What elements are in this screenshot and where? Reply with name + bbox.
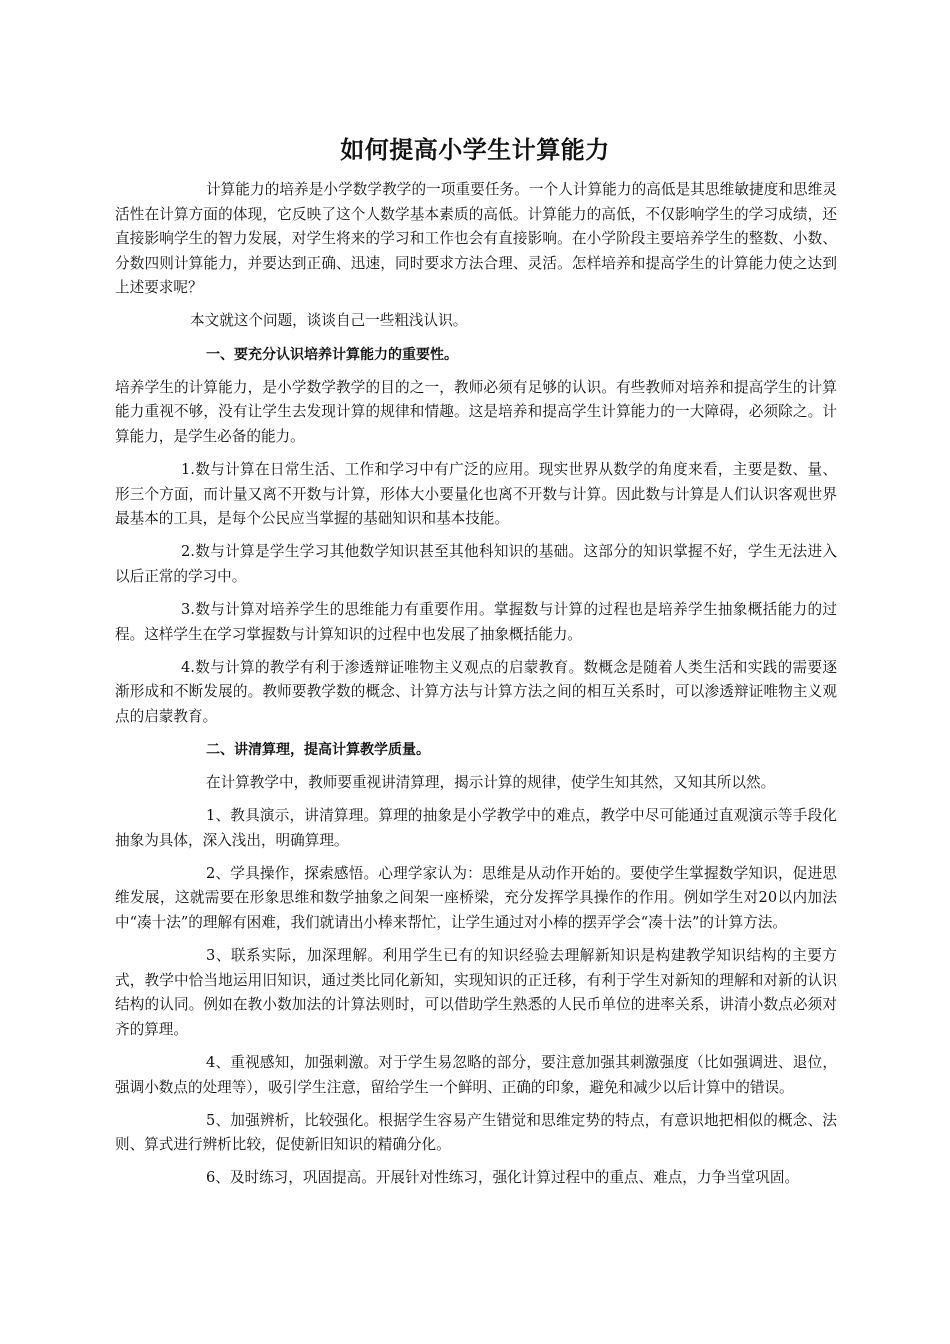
paragraph-section-2-intro: 在计算教学中，教师要重视讲清算理，揭示计算的规律，使学生知其然，又知其所以然。 <box>206 773 776 791</box>
list-item-4: 4.数与计算的教学有利于渗透辩证唯物主义观点的启蒙教育。数概念是随着人类生活和实践的需要逐渐形成和不断发展的。教师要教学数的概念、计算方法与计算方法之间的相互关系时，可以渗透辩证唯物主义观点的启蒙教育。 <box>115 658 837 725</box>
method-item-5: 5、加强辨析，比较强化。根据学生容易产生错觉和思维定势的特点，有意识地把相似的概念、法则、算式进行辨析比较，促使新旧知识的精确分化。 <box>115 1111 837 1154</box>
method-item-4: 4、重视感知，加强刺激。对于学生易忽略的部分，要注意加强其刺激强度（比如强调进、退位，强调小数点的处理等），吸引学生注意，留给学生一个鲜明、正确的印象，避免和减少以后计算中的错误。 <box>115 1053 837 1096</box>
method-item-6: 6、及时练习，巩固提高。开展针对性练习，强化计算过程中的重点、难点，力争当堂巩固。 <box>206 1169 800 1187</box>
paragraph-intro: 计算能力的培养是小学数学教学的一项重要任务。一个人计算能力的高低是其思维敏捷度和思维灵活性在计算方面的体现，它反映了这个人数学基本素质的高低。计算能力的高低，不仅影响学生的学习成绩，还直接影响学生的智力发展，对学生将来的学习和工作也会有直接影响。在小学阶段主要培养学生的整数、小数、分数四则计算能力，并要达到正确、迅速，同时要求方法合理、灵活。怎样培养和提高学生的计算能力使之达到上述要求呢？ <box>115 181 837 297</box>
method-item-1: 1、教具演示，讲清算理。算理的抽象是小学教学中的难点，教学中尽可能通过直观演示等手段化抽象为具体，深入浅出，明确算理。 <box>115 807 837 849</box>
method-item-2: 2、学具操作，探索感悟。心理学家认为：思维是从动作开始的。要使学生掌握数学知识，促进思维发展，这就需要在形象思维和数学抽象之间架一座桥梁，充分发挥学具操作的作用。例如学生对20以内加法中“凑十法”的理解有困难，我们就请出小棒来帮忙，让学生通过对小棒的摆弄学会“凑十法”的计算方法。 <box>115 864 837 931</box>
list-item-1: 1.数与计算在日常生活、工作和学习中有广泛的应用。现实世界从数学的角度来看，主要是数、量、形三个方面，而计量又离不开数与计算，形体大小要量化也离不开数与计算。因此数与计算是人们认识客观世界最基本的工具，是每个公民应当掌握的基础知识和基本技能。 <box>115 460 837 528</box>
section-heading-2: 二、讲清算理，提高计算教学质量。 <box>206 741 430 758</box>
section-heading-1: 一、要充分认识培养计算能力的重要性。 <box>206 346 458 363</box>
list-item-3: 3.数与计算对培养学生的思维能力有重要作用。掌握数与计算的过程也是培养学生抽象概括能力的过程。这样学生在学习掌握数与计算知识的过程中也发展了抽象概括能力。 <box>115 600 837 643</box>
paragraph-scope: 本文就这个问题，谈谈自己一些粗浅认识。 <box>190 312 468 330</box>
method-item-3: 3、联系实际，加深理解。利用学生已有的知识经验去理解新知识是构建教学知识结构的主要方式，教学中恰当地运用旧知识，通过类比同化新知，实现知识的正迁移，有利于学生对新知的理解和对新的认识结构的认同。例如在教小数加法的计算法则时，可以借助学生熟悉的人民币单位的进率关系，讲清小数点必须对齐的算理。 <box>115 947 837 1038</box>
paragraph-importance: 培养学生的计算能力，是小学数学教学的目的之一，教师必须有足够的认识。有些教师对培养和提高学生的计算能力重视不够，没有让学生去发现计算的规律和情趣。这是培养和提高学生计算能力的一大障碍，必须除之。计算能力，是学生必备的能力。 <box>115 378 837 445</box>
list-item-2: 2.数与计算是学生学习其他数学知识甚至其他科知识的基础。这部分的知识掌握不好，学生无法进入以后正常的学习中。 <box>115 543 837 585</box>
document-title: 如何提高小学生计算能力 <box>340 136 610 164</box>
document-body <box>115 178 837 1199</box>
